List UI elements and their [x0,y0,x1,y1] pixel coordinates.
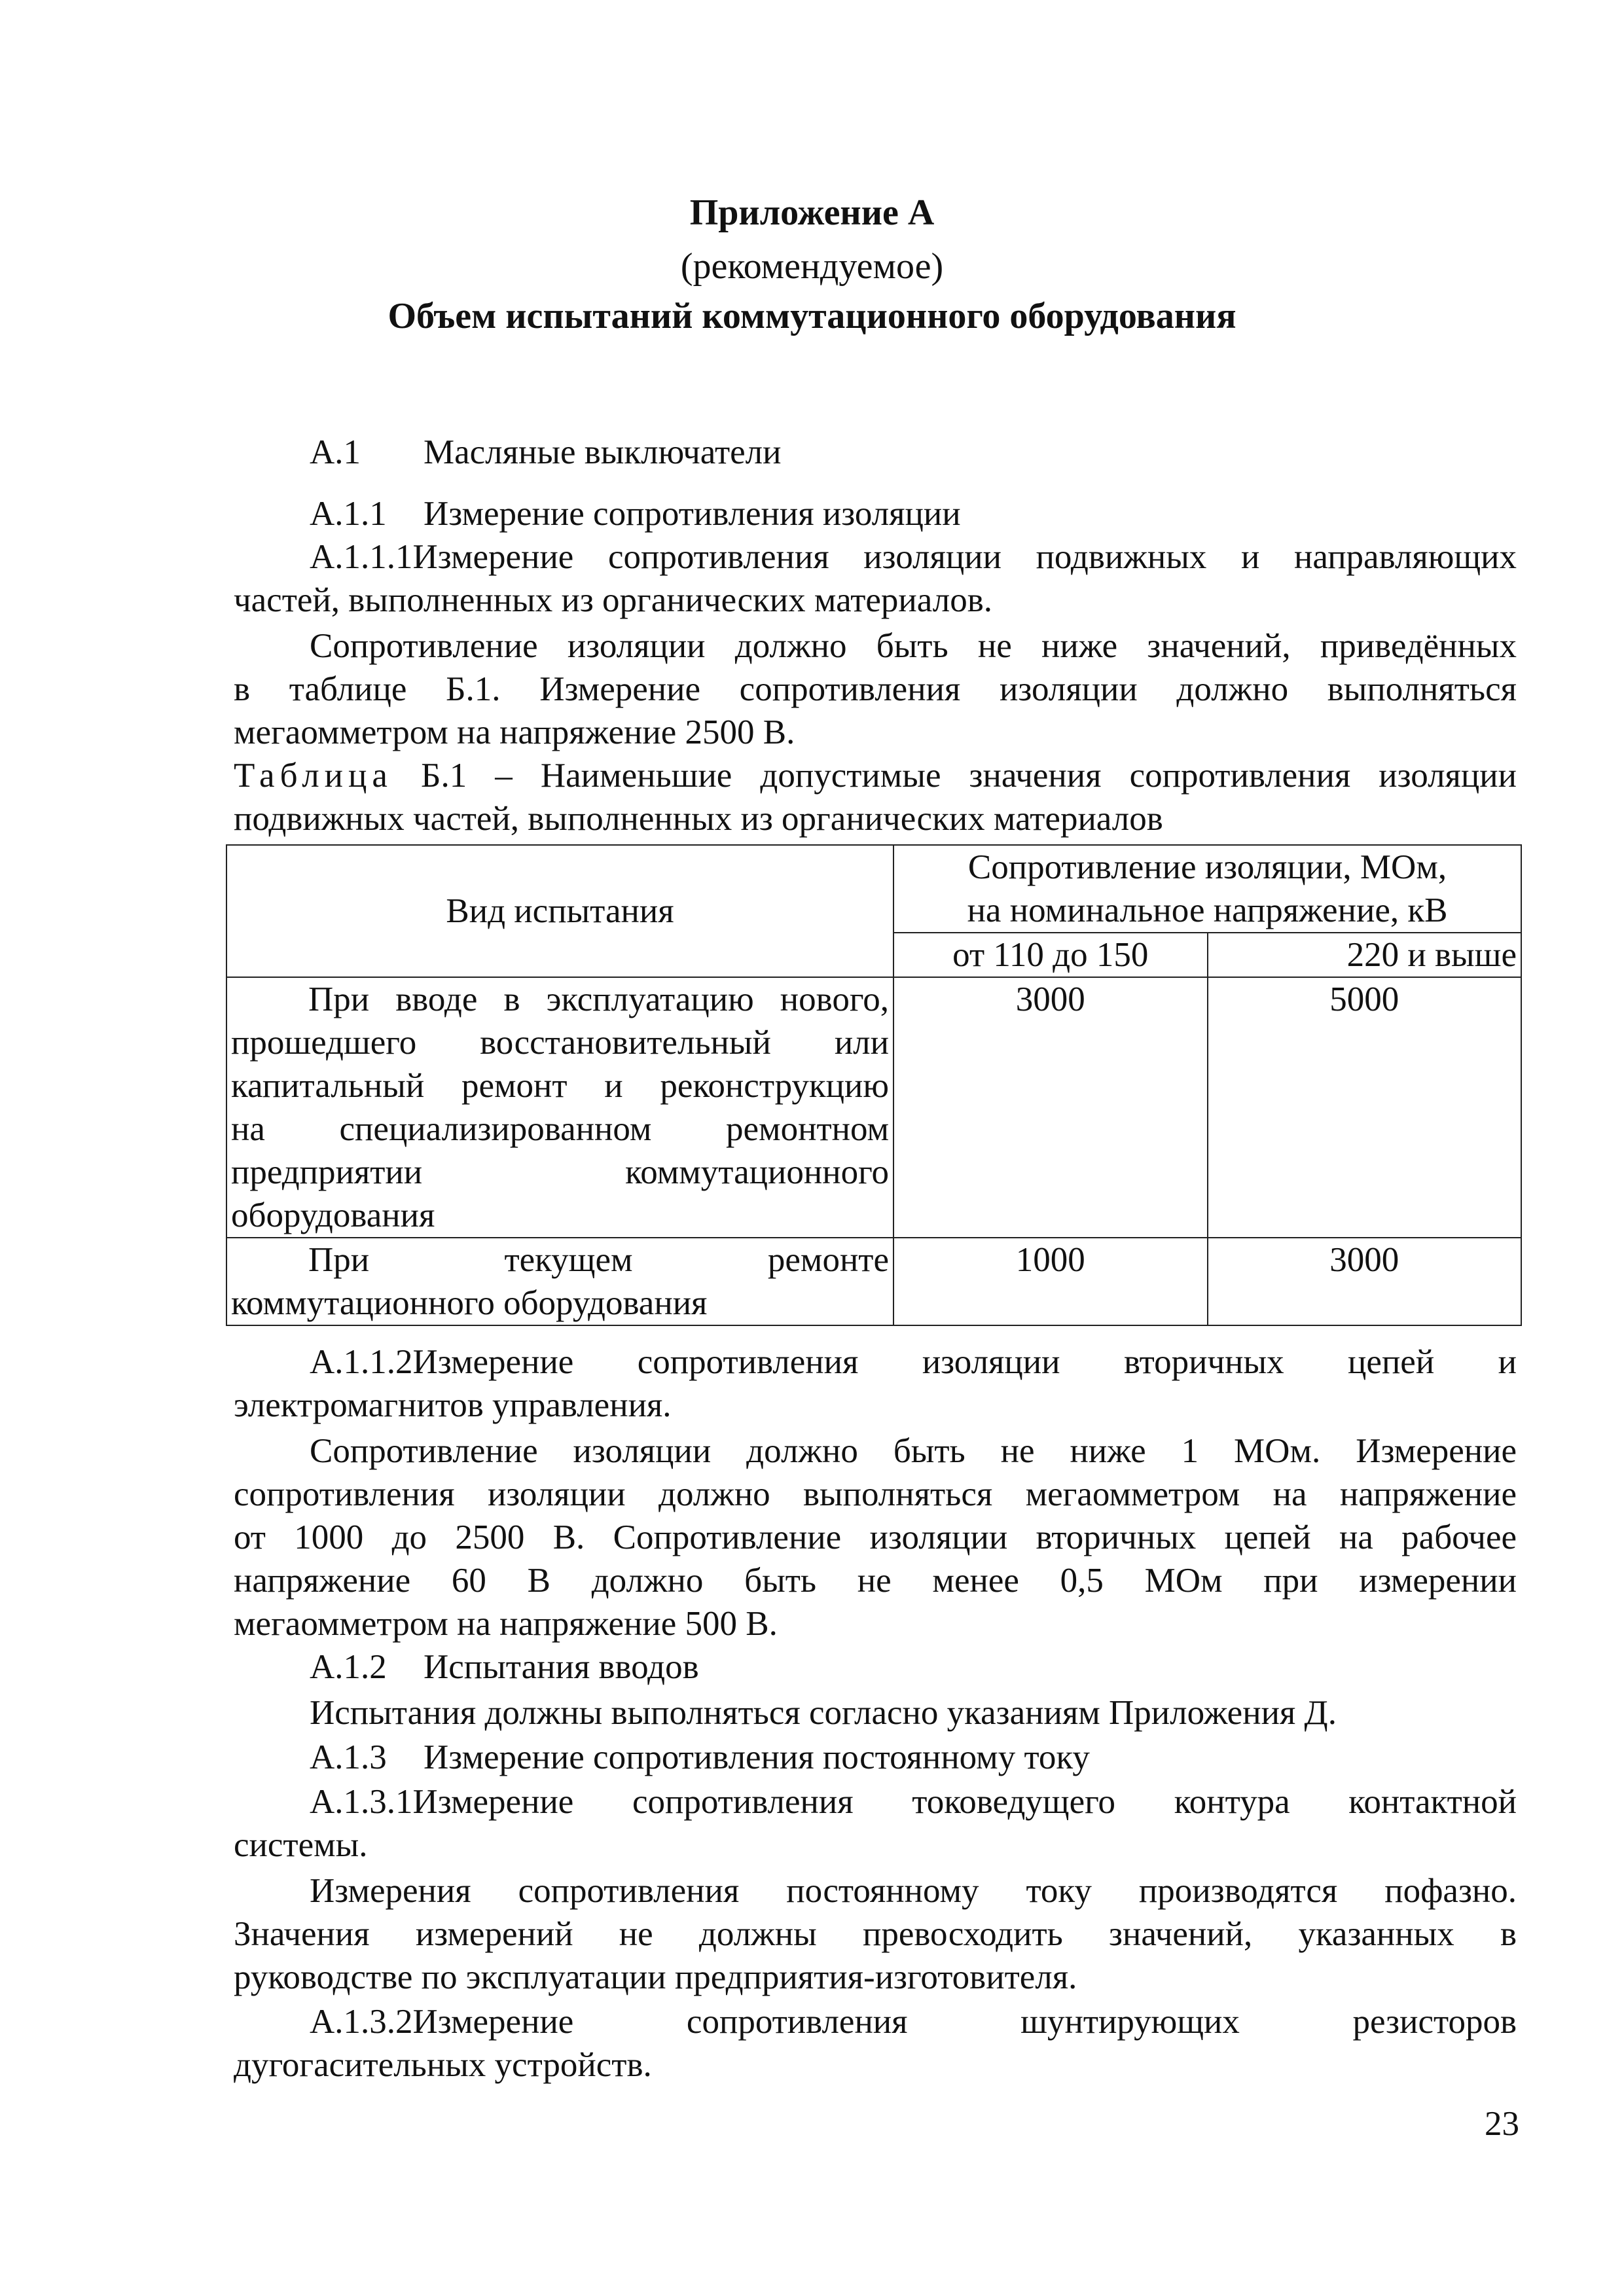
header-group-line-2: на номинальное напряжение, кВ [967,891,1448,929]
paragraph-4-line-3: руководстве по эксплуатации предприятия-изготовителя. [234,1958,1077,1996]
value-110-150: 1000 [893,1238,1208,1325]
paragraph-2-line-2: сопротивления изоляции должно выполняться мегаомметром на напряжение [234,1475,1517,1513]
paragraph-4-line-2: Значения измерений не должны превосходить значений, указанных в [234,1915,1517,1953]
cell-line: капитальный ремонт и реконструкцию [231,1067,889,1105]
section-number: А.1.3.2 [310,2003,413,2041]
section-title: Масляные выключатели [424,433,782,471]
cell-line: При текущем ремонте [308,1241,889,1279]
page-number: 23 [1485,2105,1519,2143]
section-number: А.1.1 [310,495,387,533]
cell-line: прошедшего восстановительный или [231,1024,889,1062]
appendix-title: Приложение А [689,192,935,233]
header-test-type: Вид испытания [226,845,893,977]
paragraph-4-line-1: Измерения сопротивления постоянному току производятся пофазно. [310,1872,1517,1910]
paragraph-1-line-1: Сопротивление изоляции должно быть не ниже значений, приведённых [310,627,1517,665]
section-text: Измерение сопротивления изоляции подвижных и направляющих [412,538,1517,576]
section-a132-line-2: дугогасительных устройств. [234,2046,652,2084]
paragraph-2-line-5: мегаомметром на напряжение 500 В. [234,1605,778,1643]
paragraph-3: Испытания должны выполняться согласно указаниям Приложения Д. [310,1694,1337,1732]
section-a1 [310,431,1593,474]
section-a111-line-1 [310,535,1517,579]
section-text: Измерение сопротивления изоляции вторичных цепей и [412,1343,1517,1381]
paragraph-1-line-2: в таблице Б.1. Измерение сопротивления изоляции должно выполняться [234,670,1517,708]
section-a111-line-2: частей, выполненных из органических материалов. [234,581,992,619]
header-resistance-group [893,845,1521,933]
section-a11 [310,492,1593,535]
paragraph-2-line-4: напряжение 60 В должно быть не менее 0,5 МОм при измерении [234,1562,1517,1600]
section-text: Измерение сопротивления шунтирующих резисторов [412,2003,1517,2041]
paragraph-1-line-3: мегаомметром на напряжение 2500 В. [234,713,795,751]
header-group-line-1: Сопротивление изоляции, МОм, [967,848,1447,886]
appendix-type: (рекомендуемое) [680,246,944,287]
cell-line: оборудования [231,1196,435,1234]
appendix-subject: Объем испытаний коммутационного оборудования [388,296,1236,336]
section-a112-line-1 [310,1340,1517,1384]
table-row [226,1238,1521,1325]
section-number: А.1 [310,433,361,471]
cell-line: коммутационного оборудования [231,1284,708,1322]
table-caption-line-1 [234,754,1517,797]
section-number: А.1.1.1 [310,538,413,576]
section-a132-line-1 [310,2000,1517,2043]
header-110-150: от 110 до 150 [893,933,1208,977]
section-title: Измерение сопротивления постоянному току [424,1738,1090,1776]
paragraph-2-line-3: от 1000 до 2500 В. Сопротивление изоляции вторичных цепей на рабочее [234,1518,1517,1556]
section-a131-line-2: системы. [234,1826,368,1864]
header-220-plus: 220 и выше [1208,933,1522,977]
test-type-cell [226,1238,893,1325]
section-a131-line-1 [310,1780,1517,1823]
section-number: А.1.3.1 [310,1783,413,1821]
section-a112-line-2: электромагнитов управления. [234,1386,672,1424]
value-110-150: 3000 [893,977,1208,1238]
table-row [226,977,1521,1238]
paragraph-2-line-1: Сопротивление изоляции должно быть не ниже 1 МОм. Измерение [310,1432,1517,1470]
resistance-table [226,844,1522,1326]
cell-line: предприятии коммутационного [231,1153,889,1191]
section-title: Измерение сопротивления изоляции [424,495,961,533]
test-type-cell [226,977,893,1238]
section-a12 [310,1645,1593,1689]
cell-line: на специализированном ремонтном [231,1110,889,1148]
table-caption-text: Б.1 – Наименьшие допустимые значения сопротивления изоляции [421,757,1517,795]
section-number: А.1.1.2 [310,1343,413,1381]
section-number: А.1.2 [310,1648,387,1686]
cell-line: При вводе в эксплуатацию нового, [308,980,889,1018]
section-text: Измерение сопротивления токоведущего контура контактной [412,1783,1517,1821]
table-caption-label: Таблица [234,757,393,795]
value-220-plus: 5000 [1208,977,1522,1238]
section-number: А.1.3 [310,1738,387,1776]
table-caption-line-2: подвижных частей, выполненных из органических материалов [234,800,1163,838]
section-title: Испытания вводов [424,1648,699,1686]
value-220-plus: 3000 [1208,1238,1522,1325]
section-a13 [310,1736,1593,1779]
